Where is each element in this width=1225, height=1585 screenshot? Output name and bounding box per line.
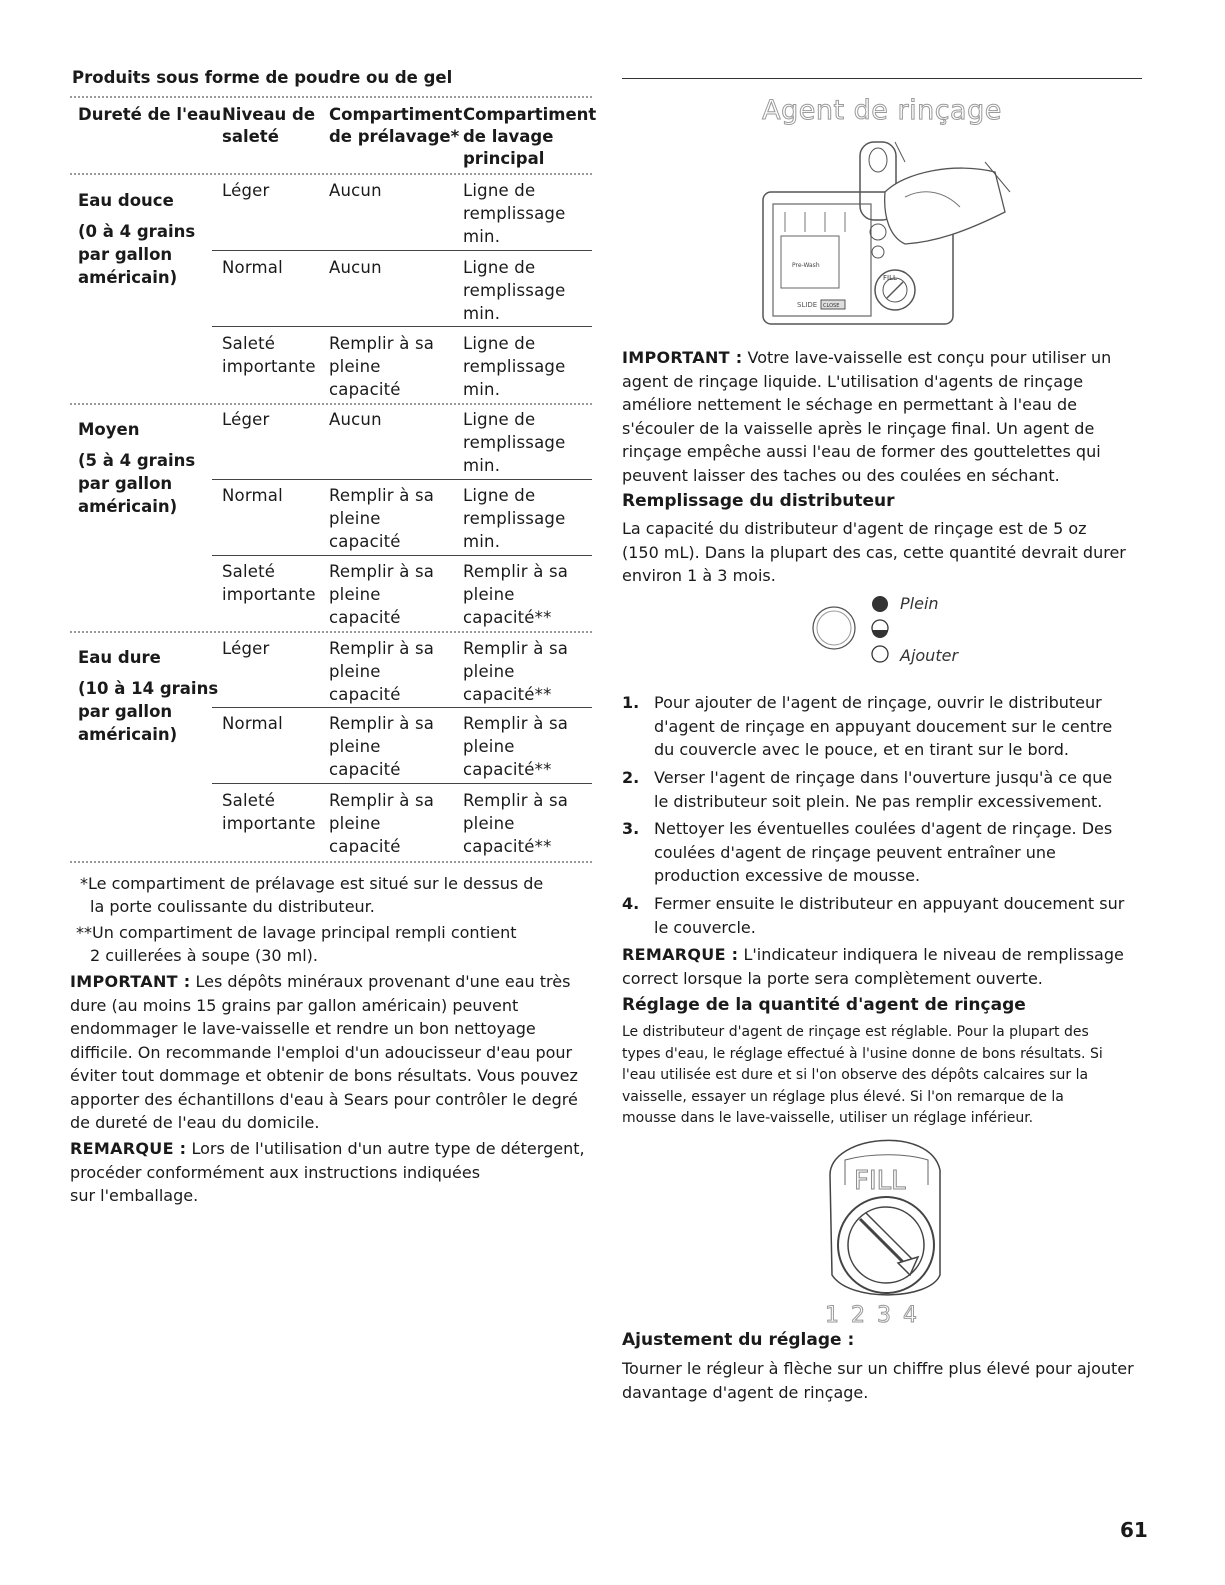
- footnote-prewash: *Le compartiment de prélavage est situé sur le dessus de la porte coulissante du distributeur.: [80, 874, 544, 916]
- remarque-indicator: REMARQUE : L'indicateur indiquera le niveau de remplissage correct lorsque la porte sera complètement ouverte.: [622, 945, 1124, 988]
- table-cell: Normal: [222, 714, 283, 733]
- hardness-medium: Moyen (5 à 4 grains par gallon américain): [78, 420, 196, 516]
- header-soil-level: Niveau de saleté: [222, 105, 316, 146]
- fill-label: FILL: [883, 274, 897, 282]
- fill-indicator-diagram: [808, 592, 898, 672]
- hardness-hard: Eau dure (10 à 14 grains par gallon américain): [78, 648, 219, 744]
- setting-paragraph: Le distributeur d'agent de rinçage est réglable. Pour la plupart des types d'eau, le réglage effectué à l'usine donne de bons résultats. Si l'eau utilisée est dure et si l'on observe des dépôts calcaires sur la vaisselle, essayer un réglage plus élevé. Si l'on remarque de la mousse dans le lave-vaisselle, utiliser un réglage inférieur.: [622, 1024, 1103, 1126]
- table-cell: Remplir à sa pleine capacité**: [463, 714, 569, 779]
- empty-indicator-icon: [872, 646, 888, 662]
- dial-illustration: [810, 1125, 960, 1305]
- row-rule: [212, 707, 592, 708]
- group-rule: [70, 403, 592, 405]
- legend-full: Plein: [900, 594, 939, 613]
- dial-fill-label: FILL: [854, 1166, 906, 1196]
- full-indicator-icon: [872, 596, 888, 612]
- fill-heading: Remplissage du distributeur: [622, 491, 895, 511]
- table-cell: Remplir à sa pleine capacité: [329, 486, 435, 551]
- table-cell: Ligne de remplissage min.: [463, 181, 566, 246]
- adjust-paragraph: Tourner le régleur à flèche sur un chiffre plus élevé pour ajouter davantage d'agent de rinçage.: [622, 1359, 1134, 1402]
- table-cell: Ligne de remplissage min.: [463, 258, 566, 323]
- table-cell: Aucun: [329, 410, 382, 429]
- row-rule: [212, 479, 592, 480]
- table-cell: Ligne de remplissage min.: [463, 334, 566, 399]
- table-cell: Remplir à sa pleine capacité: [329, 639, 435, 704]
- page-number: 61: [1120, 1518, 1148, 1542]
- table-cell: Saleté importante: [222, 791, 316, 833]
- table-cell: Normal: [222, 258, 283, 277]
- table-cell: Ligne de remplissage min.: [463, 486, 566, 551]
- table-cell: Aucun: [329, 181, 382, 200]
- table-top-rule: [70, 96, 592, 98]
- table-cell: Remplir à sa pleine capacité**: [463, 562, 569, 627]
- fill-paragraph: La capacité du distributeur d'agent de rinçage est de 5 oz (150 mL). Dans la plupart des cas, cette quantité devrait durer environ 1 à 3 mois.: [622, 519, 1126, 585]
- row-rule: [212, 326, 592, 327]
- header-hardness: Dureté de l'eau: [78, 105, 222, 124]
- row-rule: [212, 250, 592, 251]
- table-cell: Léger: [222, 181, 270, 200]
- rinse-aid-title: Agent de rinçage: [762, 95, 1002, 126]
- slide-label: SLIDE: [797, 301, 818, 309]
- legend-add: Ajouter: [900, 646, 959, 665]
- table-cell: Normal: [222, 486, 283, 505]
- table-cell: Remplir à sa pleine capacité**: [463, 639, 569, 704]
- adjust-heading: Ajustement du réglage :: [622, 1330, 855, 1350]
- table-cell: Saleté importante: [222, 334, 316, 376]
- table-cell: Remplir à sa pleine capacité**: [463, 791, 569, 856]
- header-rule: [70, 173, 592, 175]
- prewash-label: Pre-Wash: [792, 262, 820, 269]
- setting-heading: Réglage de la quantité d'agent de rinçage: [622, 995, 1026, 1015]
- section-title: Produits sous forme de poudre ou de gel: [72, 68, 453, 87]
- table-cell: Ligne de remplissage min.: [463, 410, 566, 475]
- table-cell: Remplir à sa pleine capacité: [329, 714, 435, 779]
- table-cell: Aucun: [329, 258, 382, 277]
- remarque-detergent: REMARQUE : Lors de l'utilisation d'un autre type de détergent, procéder conformément aux instructions indiquées sur l'emballage.: [70, 1139, 585, 1205]
- footnote-mainwash: **Un compartiment de lavage principal rempli contient 2 cuillerées à soupe (30 ml).: [76, 923, 517, 965]
- half-indicator-icon: [872, 630, 888, 638]
- table-cell: Léger: [222, 410, 270, 429]
- dial-digits: 1234: [825, 1303, 929, 1328]
- header-main-wash: Compartiment de lavage principal: [463, 105, 597, 168]
- row-rule: [212, 783, 592, 784]
- row-rule: [212, 555, 592, 556]
- important-hard-water: IMPORTANT : Les dépôts minéraux provenant d'une eau très dure (au moins 15 grains par gallon américain) peuvent endommager le lave-vaisselle et rendre un bon nettoyage difficile. On recommande l'emploi d'un adoucisseur d'eau pour éviter tout dommage et obtenir de bons résultats. Vous pouvez apporter des échantillons d'eau à Sears pour contrôler le degré de dureté de l'eau du domicile.: [70, 972, 578, 1132]
- table-cell: Remplir à sa pleine capacité: [329, 562, 435, 627]
- table-cell: Remplir à sa pleine capacité: [329, 791, 435, 856]
- group-rule: [70, 631, 592, 633]
- close-label: CLOSE: [823, 303, 840, 309]
- table-bottom-rule: [70, 861, 592, 863]
- table-cell: Léger: [222, 639, 270, 658]
- column-top-rule: [622, 78, 1142, 79]
- important-rinse-aid: IMPORTANT : Votre lave-vaisselle est conçu pour utiliser un agent de rinçage liquide. L'utilisation d'agents de rinçage améliore nettement le séchage en permettant à l'eau de s'écouler de la vaisselle après le rinçage final. Un agent de rinçage empêche aussi l'eau de former des gouttelettes qui peuvent laisser des taches ou des coulées en séchant.: [622, 348, 1112, 485]
- hardness-soft: Eau douce (0 à 4 grains par gallon américain): [78, 191, 196, 287]
- table-cell: Remplir à sa pleine capacité: [329, 334, 435, 399]
- header-prewash: Compartiment de prélavage*: [329, 105, 463, 146]
- table-cell: Saleté importante: [222, 562, 316, 604]
- dispenser-illustration: [755, 132, 1015, 332]
